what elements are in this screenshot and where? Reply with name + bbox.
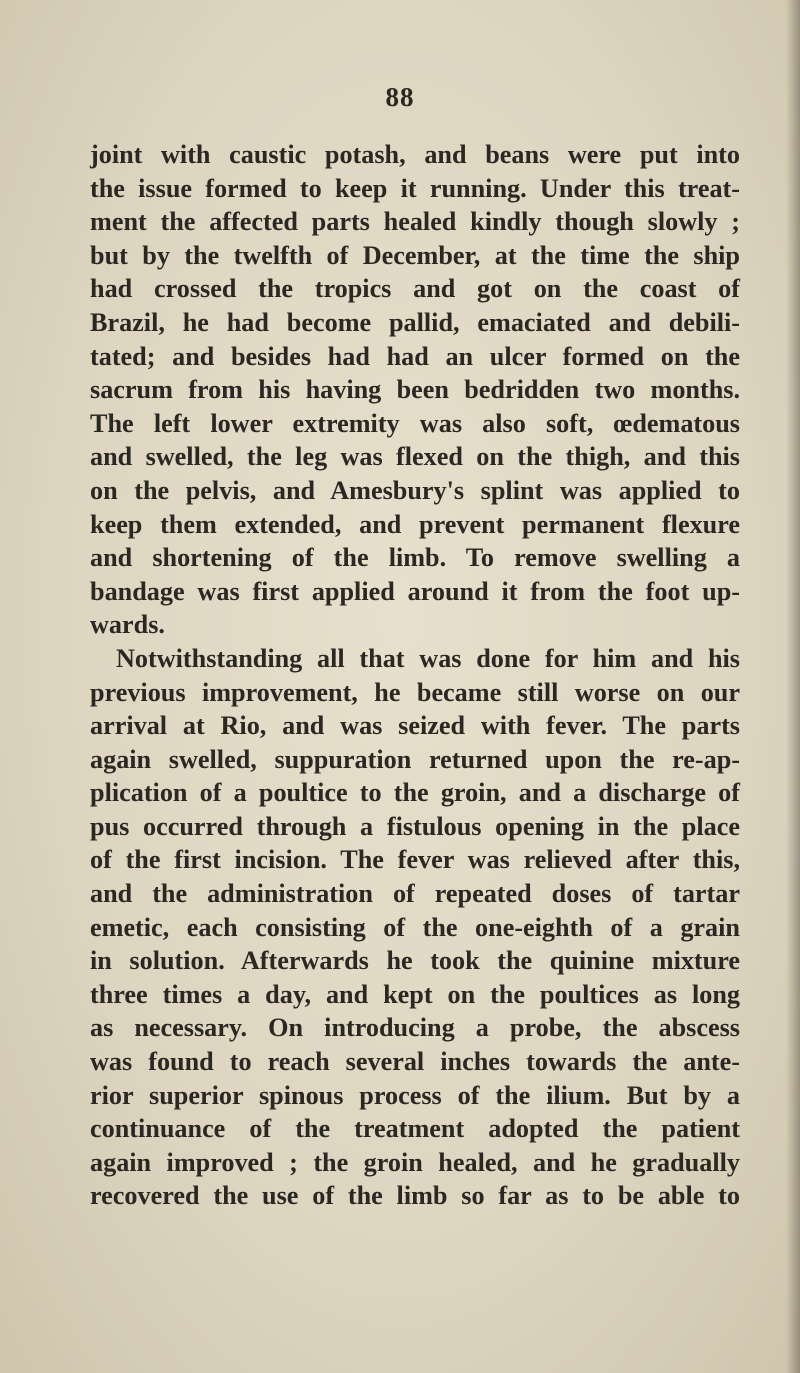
text-line: three times a day, and kept on the poultices as long [90, 979, 740, 1009]
text-line: keep them extended, and prevent permanent flexure [90, 509, 740, 539]
text-line: as necessary. On introducing a probe, the abscess [90, 1013, 740, 1043]
text-line: Brazil, he had become pallid, emaciated and debili- [90, 307, 740, 337]
text-line: and shortening of the limb. To remove swelling a [90, 543, 740, 573]
body-text [90, 138, 740, 1213]
text-line: wards. [90, 610, 165, 640]
page-number: 88 [385, 82, 415, 112]
text-line: and the administration of repeated doses of tartar [90, 879, 740, 909]
paragraph-start-line: Notwithstanding all that was done for him and his [116, 643, 740, 673]
text-line: rior superior spinous process of the ilium. But by a [90, 1080, 740, 1110]
text-line: in solution. Afterwards he took the quinine mixture [90, 946, 740, 976]
text-line: The left lower extremity was also soft, œdematous [90, 408, 740, 438]
text-line: and swelled, the leg was flexed on the thigh, and this [90, 442, 740, 472]
text-line: tated; and besides had had an ulcer formed on the [90, 341, 740, 371]
text-line: the issue formed to keep it running. Under this treat- [90, 173, 740, 203]
text-line: again improved ; the groin healed, and he gradually [90, 1147, 740, 1177]
text-line: plication of a poultice to the groin, and a discharge of [90, 778, 740, 808]
text-line: joint with caustic potash, and beans were put into [90, 140, 740, 169]
text-line: sacrum from his having been bedridden two months. [90, 375, 740, 405]
text-line: arrival at Rio, and was seized with fever. The parts [90, 711, 740, 741]
text-line: emetic, each consisting of the one-eighth of a grain [90, 912, 740, 942]
text-line: continuance of the treatment adopted the patient [90, 1114, 740, 1144]
text-line: bandage was first applied around it from the foot up- [90, 576, 740, 606]
text-line: but by the twelfth of December, at the time the ship [90, 240, 740, 270]
text-line: of the first incision. The fever was relieved after this, [90, 845, 740, 875]
text-line: was found to reach several inches towards the ante- [90, 1047, 740, 1077]
text-line: pus occurred through a fistulous opening in the place [90, 811, 740, 841]
text-line: had crossed the tropics and got on the coast of [90, 274, 740, 304]
text-line: previous improvement, he became still worse on our [90, 677, 740, 707]
text-line: again swelled, suppuration returned upon the re-ap- [90, 744, 740, 774]
text-line: ment the affected parts healed kindly though slowly ; [90, 207, 740, 237]
text-line: on the pelvis, and Amesbury's splint was applied to [90, 475, 740, 505]
page-edge-shadow [786, 0, 800, 1373]
text-line: recovered the use of the limb so far as to be able to [90, 1181, 740, 1211]
